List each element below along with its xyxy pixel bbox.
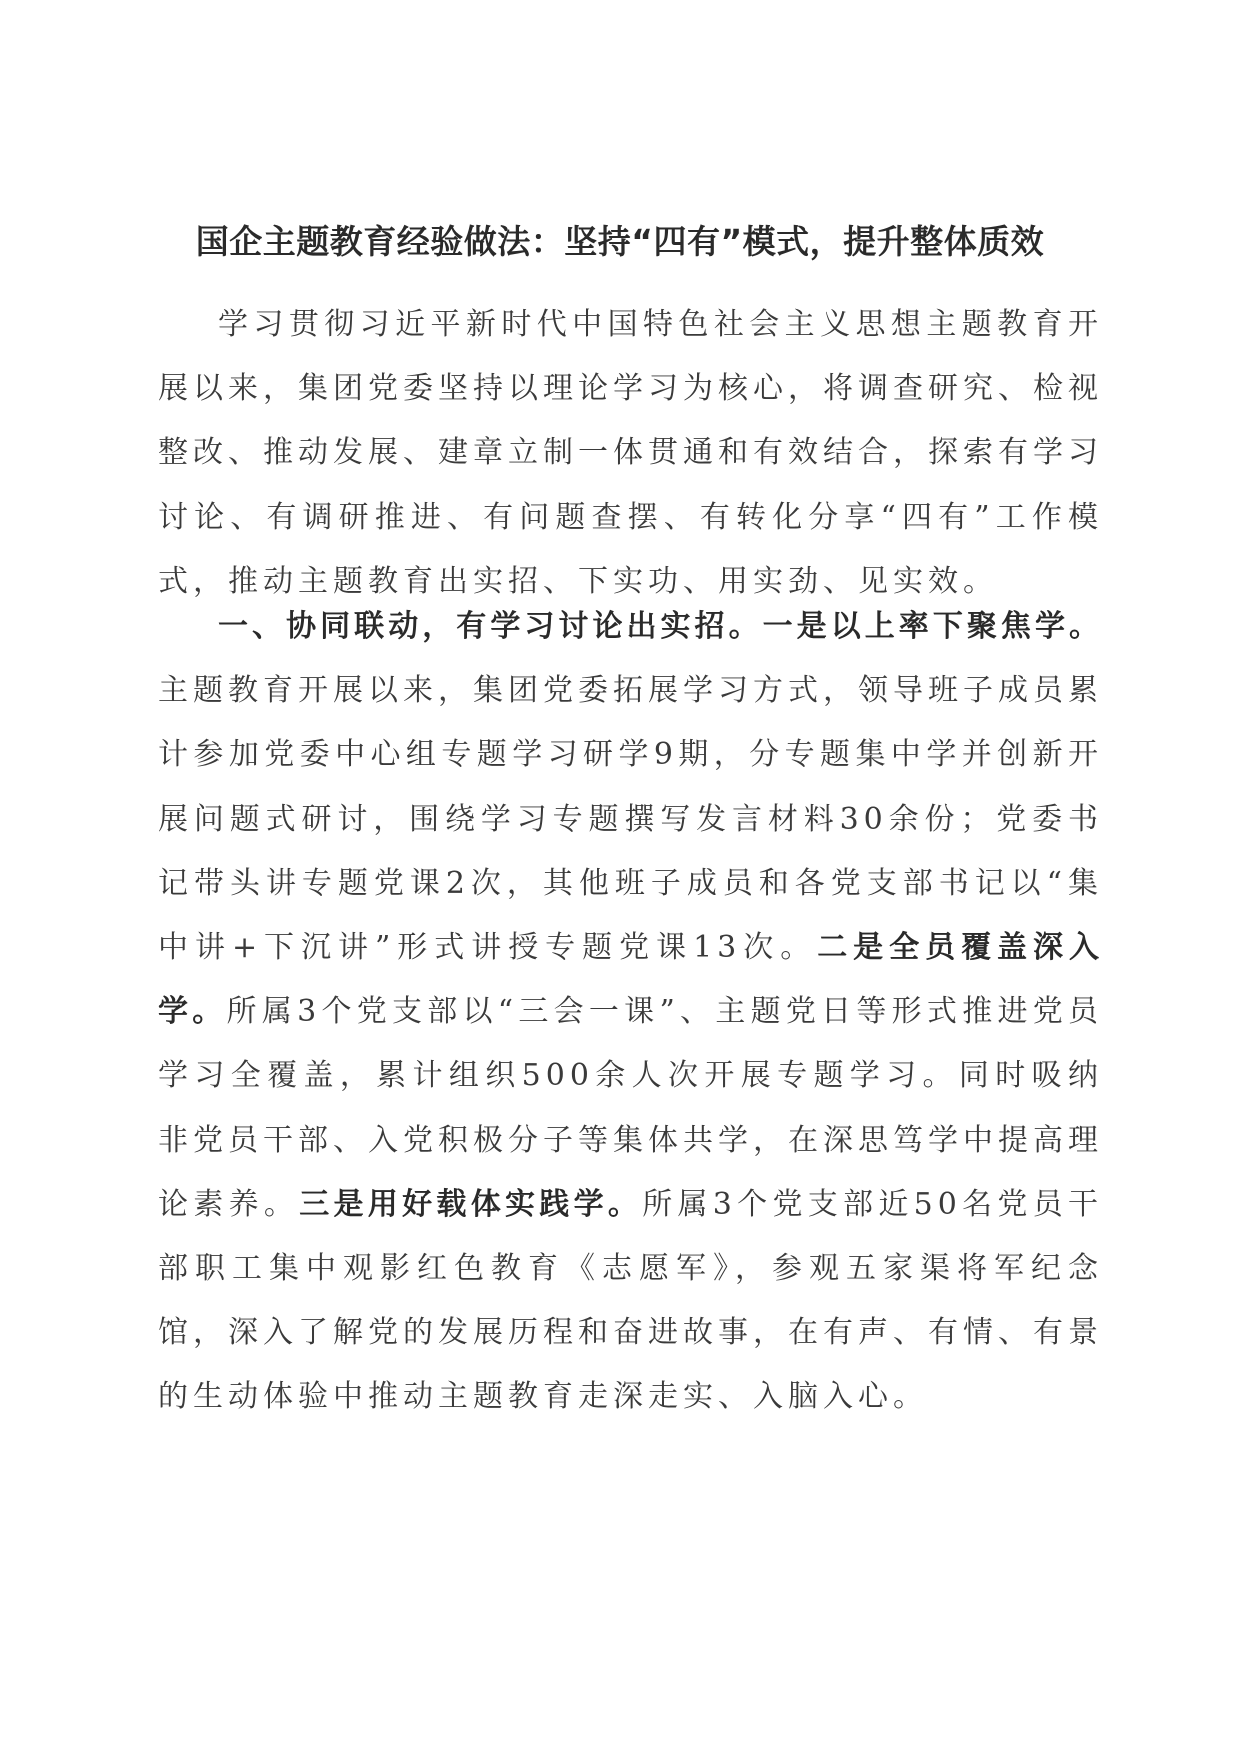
point-three-label: 三是用好载体实践学。: [299, 1186, 643, 1222]
document-title: 国企主题教育经验做法：坚持“四有”模式，提升整体质效: [195, 222, 1045, 261]
point-two-text: 所属3个党支部以“三会一课”、主题党日等形式推进党员学习全覆盖，累计组织500余人次开展专题学习。同时吸纳非党员干部、入党积极分子等集体共学，在深思笃学中提高理论素养。: [158, 994, 1104, 1222]
point-one-text: 主题教育开展以来，集团党委拓展学习方式，领导班子成员累计参加党委中心组专题学习研学9期，分专题集中学并创新开展问题式研讨，围绕学习专题撰写发言材料30余份；党委书记带头讲专题党课2次，其他班子成员和各党支部书记以“集中讲+下沉讲”形式讲授专题党课13次。: [158, 673, 1103, 966]
section-one-paragraph: [158, 595, 1103, 1430]
point-one-label: 一是以上率下聚焦学。: [762, 609, 1104, 644]
point-two-label: 二是全员覆盖深入学。: [158, 930, 1104, 1030]
point-three-text: 所属3个党支部近50名党员干部职工集中观影红色教育《志愿军》，参观五家渠将军纪念馆，深入了解党的发展历程和奋进故事，在有声、有情、有景的生动体验中推动主题教育走深走实、入脑入心。: [158, 1186, 1104, 1415]
intro-paragraph: 学习贯彻习近平新时代中国特色社会主义思想主题教育开展以来，集团党委坚持以理论学习为核心，将调查研究、检视整改、推动发展、建章立制一体贯通和有效结合，探索有学习讨论、有调研推进、有问题查摆、有转化分享“四有”工作模式，推动主题教育出实招、下实功、用实劲、见实效。: [158, 307, 1103, 599]
section-one-heading: 一、协同联动，有学习讨论出实招。: [218, 609, 763, 644]
